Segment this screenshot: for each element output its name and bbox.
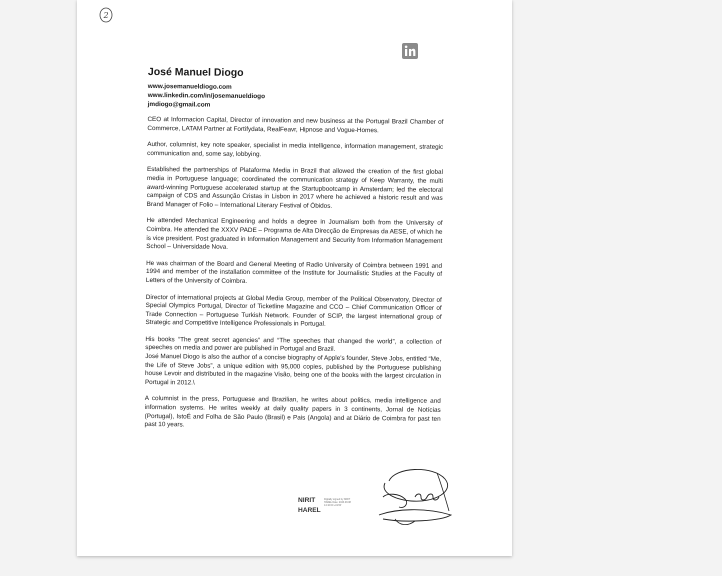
- email-link[interactable]: jmdiogo@gmail.com: [147, 100, 211, 109]
- paragraph-current-roles: CEO at Informacion Capital, Director of innovation and new business at the Portugal Brazil Chamber of Commerce, LATAM Partner at Fortifydata, RealFeavr, Hipnose and Vogue-Homes.: [147, 115, 444, 134]
- stamp-name: NIRIT HAREL: [298, 497, 321, 514]
- biography-content: [144, 66, 444, 441]
- person-name: José Manuel Diogo: [147, 66, 244, 79]
- paragraph-achievements: Established the partnerships of Plataforma Media in Brazil that allowed the creation of the first global media in Portuguese language; coordinated the communication strategy of Keep Warranty, the multi award-winning Portuguese accelerated startup at the Startupbootcamp in Amsterdam; led the electoral campaign of CDS and Assunção Cristas in Lisbon in 2017 where he achieved a historic result and was Brand Manager of Folio – International Literary Festival of Óbidos.: [146, 166, 444, 210]
- digital-signature-stamp: [298, 496, 350, 520]
- linkedin-icon: [402, 43, 418, 59]
- handwritten-signature: [375, 463, 457, 531]
- paragraph-profession: Author, columnist, key note speaker, specialist in media intelligence, information management, strategic communication and, some say, lobbying.: [147, 141, 444, 158]
- svg-text:2: 2: [103, 11, 109, 20]
- paragraph-columnist: A columnist in the press, Portuguese and Brazilian, he writes about politics, media intelligence and information systems. He writes weekly at daily quality papers in 3 continents, Jornal de Notícias (Portugal), IstoÉ and Folha de São Paulo (Brasil) e Pais (Angola) and at Diário de Coimbra for past ten past 10 years.: [144, 395, 441, 429]
- paragraph-radio-university: He was chairman of the Board and General Meeting of Radio University of Coimbra between 1991 and 1994 and member of the installation committee of the Institute for Journalistic Studies at the Faculty of Letters of the University of Coimbra.: [145, 259, 443, 285]
- stamp-note: Digitally signed by NIRIT HAREL Date: 2023.09.08 14:10:00 +01'00': [324, 498, 351, 507]
- paragraph-books: His books “The great secret agencies” and “The speeches that changed the world”, a collection of speeches on media and power are published in Portugal and Brazil. José Manuel Diogo is also the author of a concise biography of Apple's founder, Steve Jobs, entitled “Me, the Life of Steve Jobs”, a unique edition with 95,000 copies, published by the Portuguese publishing house Levoir and distributed in the magazine Visão, being one of the books with the largest circulation in Portugal in 2012.\: [144, 335, 442, 387]
- website-link[interactable]: www.josemanueldiogo.com: [147, 82, 232, 91]
- document-page: [77, 0, 512, 556]
- paragraph-director-roles: Director of international projects at Global Media Group, member of the Political Observatory, Director of Special Olympics Portugal, Director of Ticketline Magazine and CCO – Chief Communication Officer of Trade Connection – Portuguese Turkish Network. Founder of SCIP, the largest international group of Strategic and Competitive Intelligence Professionals in Portugal.: [145, 293, 442, 328]
- contact-block: [148, 82, 444, 112]
- paragraph-education: He attended Mechanical Engineering and holds a degree in Journalism both from the University of Coimbra. He attended the XXXV PADE – Programa de Alta Direcção de Empresas da AESE, of which he is vice president. Post graduated in Information Management and Security from Information Management School – Universidade Nova.: [146, 217, 443, 251]
- linkedin-link[interactable]: www.linkedin.com/in/josemanueldiogo: [147, 91, 266, 101]
- handwritten-page-mark: [99, 7, 113, 23]
